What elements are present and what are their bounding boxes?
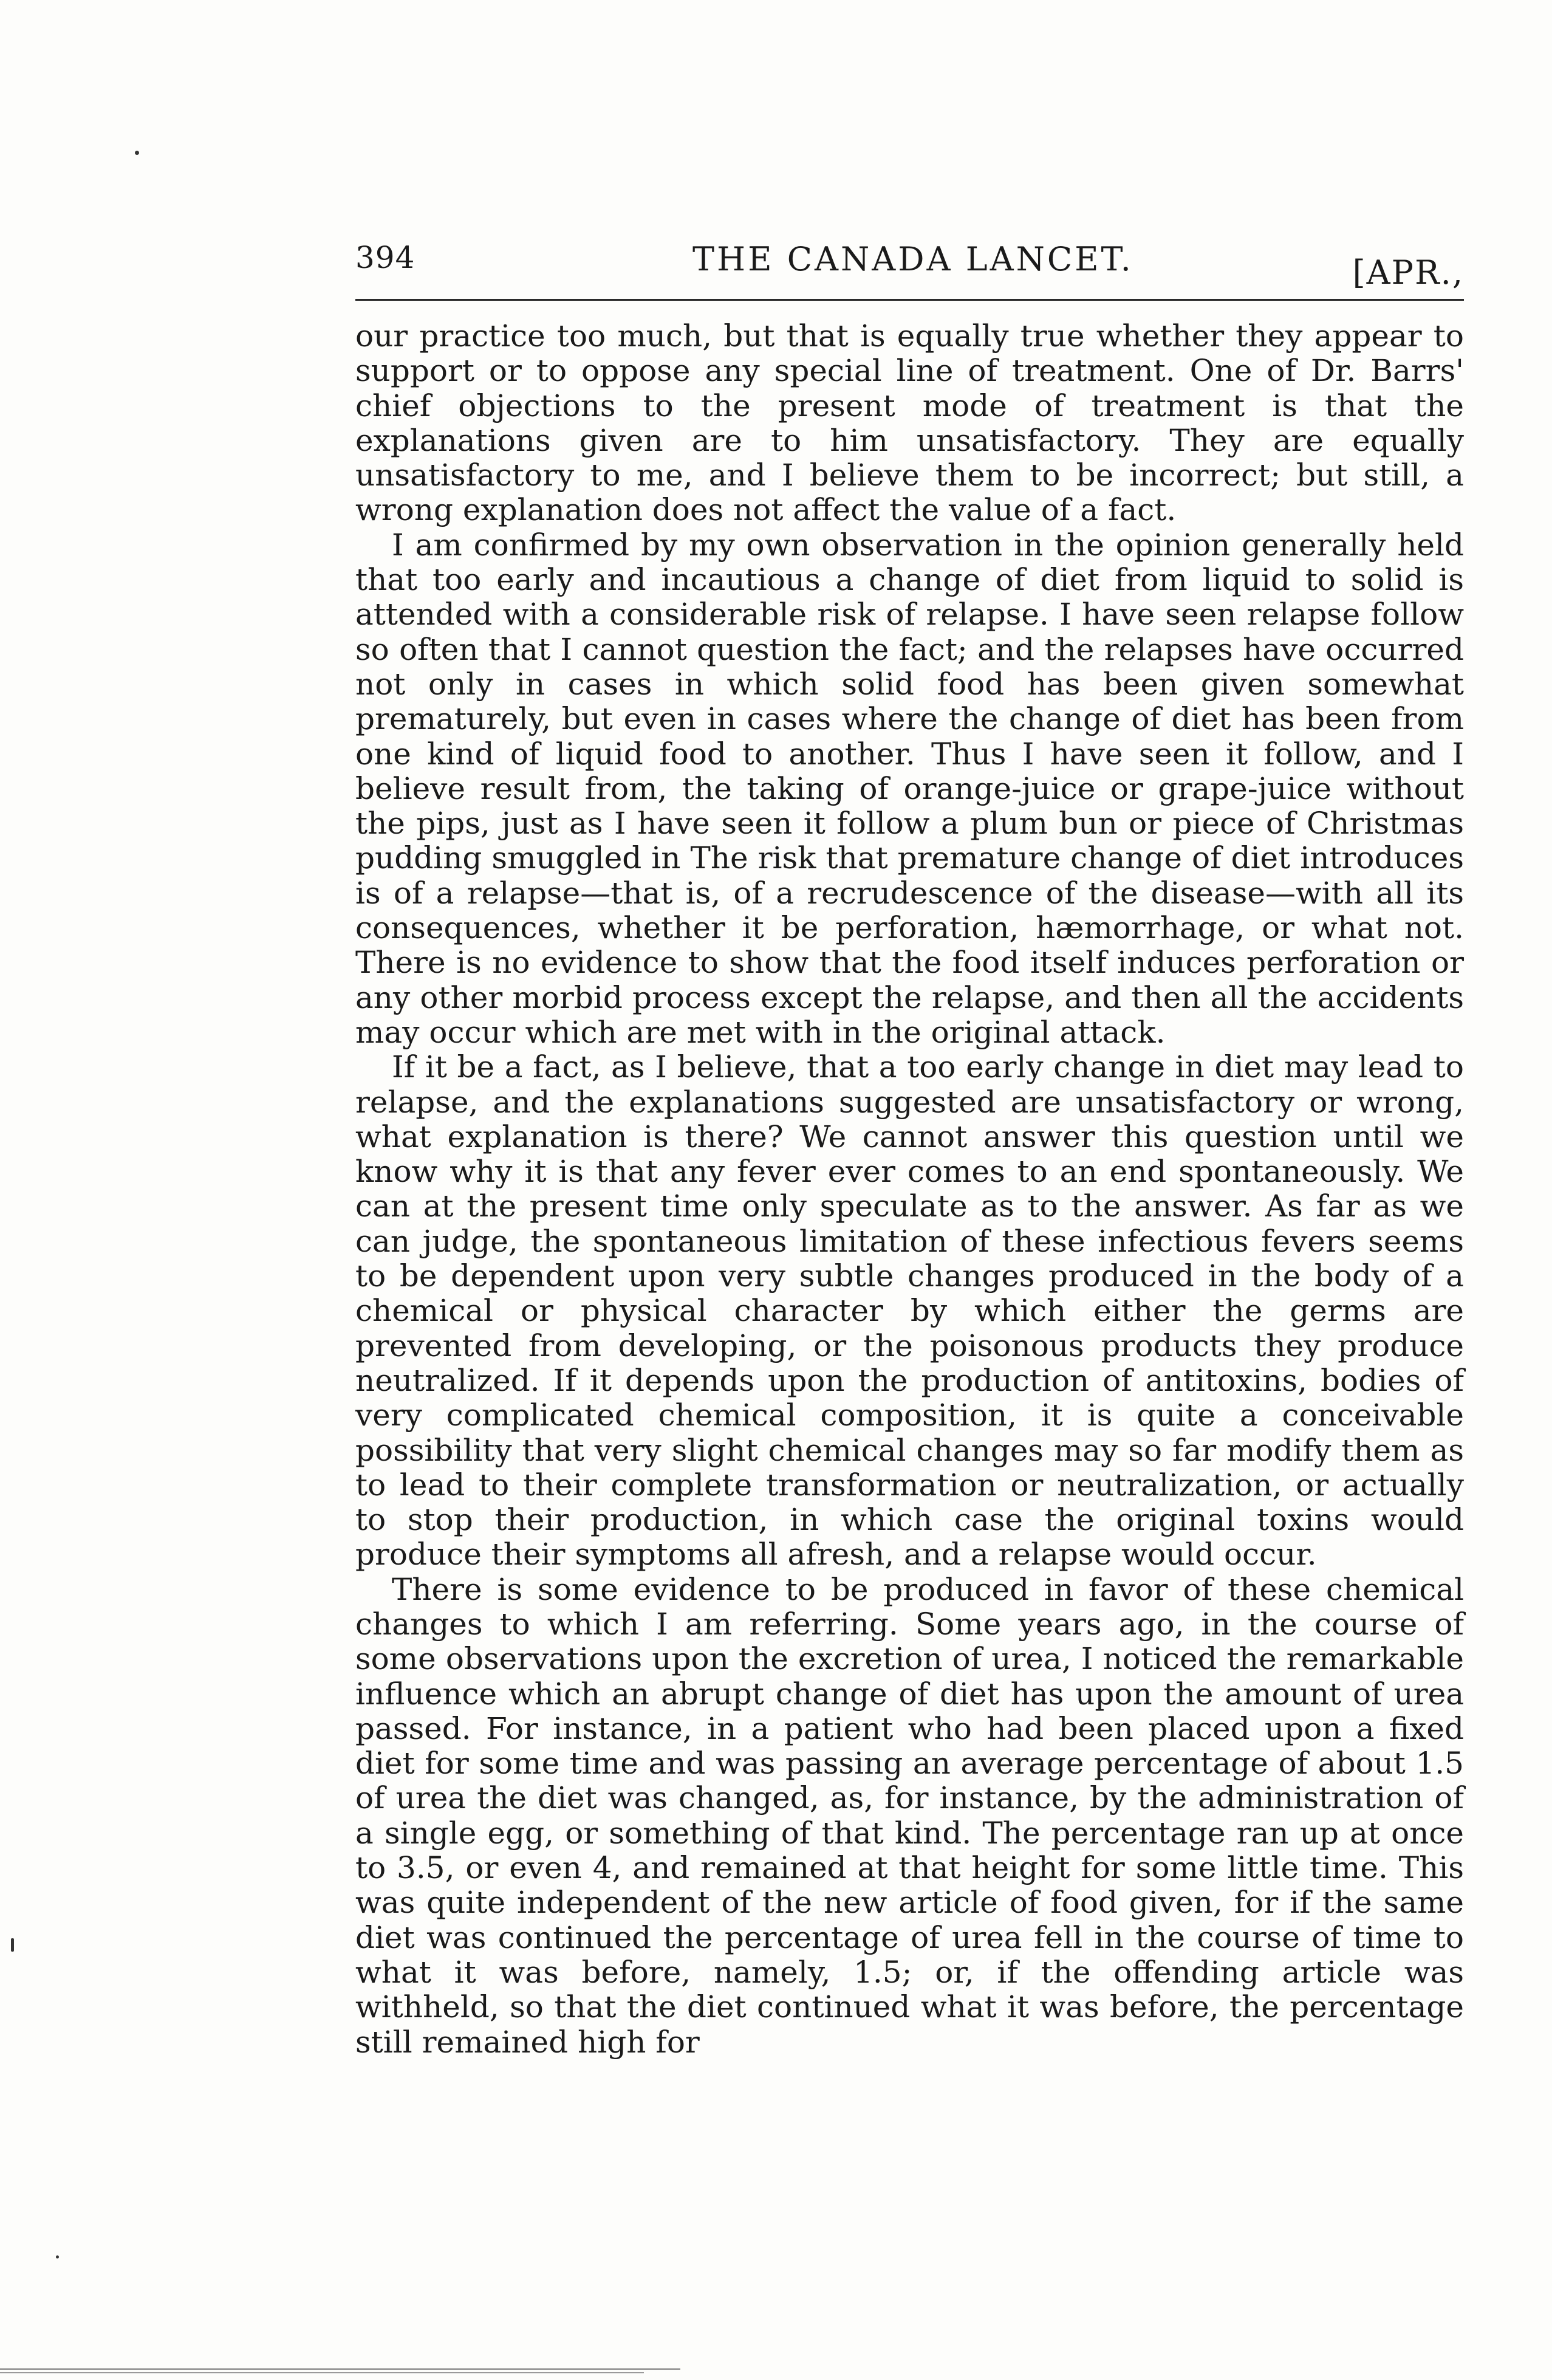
scan-speck [11, 1938, 14, 1952]
paragraph-relapse-observation: I am confirmed by my own observation in the opinion generally held that too early and incautious a change of diet from liquid to solid is attended with a considerable risk of relapse. I have seen relapse follow so often that I cannot question the fact; and the relapses have occurred not only in cases in which solid food has been given somewhat prematurely, but even in cases where the change of diet has been from one kind of liquid food to another. Thus I have seen it follow, and I believe result from, the taking of orange-juice or grape-juice without the pips, just as I have seen it follow a plum bun or piece of Christmas pudding smuggled in The risk that premature change of diet introduces is of a relapse—that is, of a recrudescence of the disease—with all its consequences, whether it be perforation, hæmorrhage, or what not. There is no evidence to show that the food itself induces perforation or any other morbid process except the relapse, and then all the accidents may occur which are met with in the original attack. [355, 527, 1464, 1050]
header-rule [355, 299, 1464, 301]
page-number: 394 [355, 240, 415, 275]
paragraph-urea-evidence: There is some evidence to be produced in favor of these chemical changes to which I am referring. Some years ago, in the course of some observations upon the excretion of urea, I noticed the remarkable influence which an abrupt change of diet has upon the amount of urea passed. For instance, in a patient who had been placed upon a fixed diet for some time and was passing an average percentage of about 1.5 of urea the diet was changed, as, for instance, by the administration of a single egg, or something of that kind. The percentage ran up at once to 3.5, or even 4, and remained at that height for some little time. This was quite independent of the new article of food given, for if the same diet was continued the percentage of urea fell in the course of time to what it was before, namely, 1.5; or, if the offending article was withheld, so that the diet continued what it was before, the percentage still remained high for [355, 1571, 1464, 2060]
scan-edge-line [0, 2368, 680, 2370]
article-body [355, 319, 1464, 2060]
page-header [355, 240, 1464, 295]
scan-edge-line [0, 2372, 644, 2373]
paragraph-continuation: our practice too much, but that is equally true whether they appear to support or to oppose any special line of treatment. One of Dr. Barrs' chief objections to the present mode of treatment is that the explanations given are to him unsatisfactory. They are equally unsatisfactory to me, and I believe them to be incorrect; but still, a wrong explanation does not affect the value of a fact. [355, 318, 1464, 528]
issue-mark: [APR., [1352, 253, 1464, 292]
running-title: THE CANADA LANCET. [692, 240, 1133, 278]
paragraph-explanation: If it be a fact, as I believe, that a too early change in diet may lead to relapse, and the explanations suggested are unsatisfactory or wrong, what explanation is there? We cannot answer this question until we know why it is that any fever ever comes to an end spontaneously. We can at the present time only speculate as to the answer. As far as we can judge, the spontaneous limitation of these infectious fevers seems to be dependent upon very subtle changes produced in the body of a chemical or physical character by which either the germs are prevented from developing, or the poisonous products they produce neutralized. If it depends upon the production of antitoxins, bodies of very complicated chemical composition, it is quite a conceivable possibility that very slight chemical changes may so far modify them as to lead to their complete transformation or neutralization, or actually to stop their production, in which case the original toxins would produce their symptoms all afresh, and a relapse would occur. [355, 1049, 1464, 1572]
scan-speck [56, 2255, 59, 2258]
scan-speck [135, 151, 139, 155]
